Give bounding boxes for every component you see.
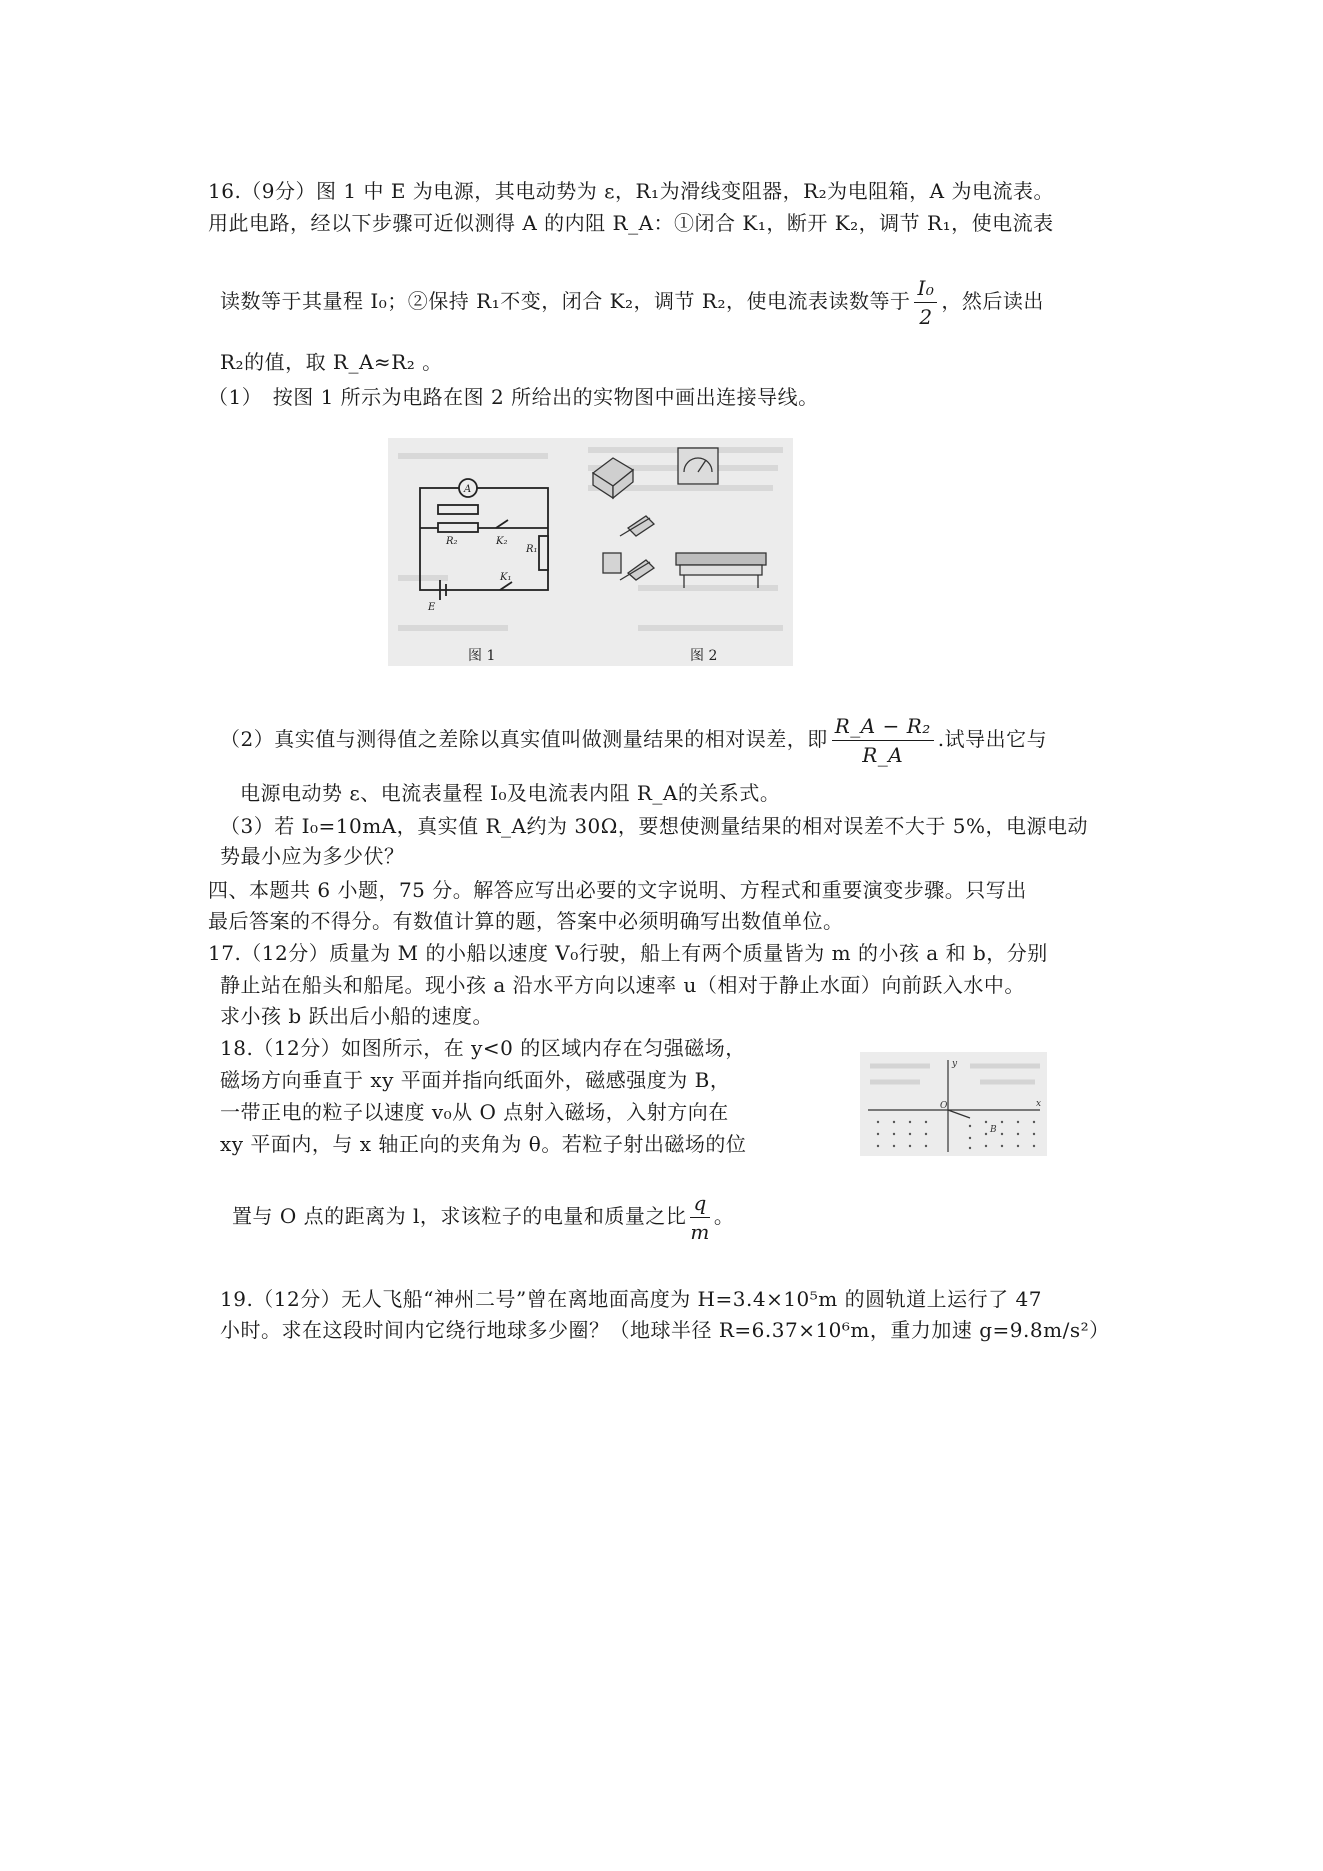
q16-part3-line1: （3）若 I₀=10mA，真实值 R_A约为 30Ω，要想使测量结果的相对误差不大于 5%，电源电动 — [220, 814, 1088, 838]
relative-error-fraction — [832, 712, 934, 769]
q17-line2: 静止站在船头和船尾。现小孩 a 沿水平方向以速率 u（相对于静止水面）向前跃入水中。 — [220, 973, 1025, 997]
q17-line3: 求小孩 b 跃出后小船的速度。 — [220, 1004, 494, 1028]
q18-line4: xy 平面内，与 x 轴正向的夹角为 θ。若粒子射出磁场的位 — [220, 1132, 747, 1156]
charge-mass-ratio-fraction — [690, 1189, 709, 1246]
ammeter-label: A — [464, 484, 472, 495]
q16-line3-text: 读数等于其量程 I₀；②保持 R₁不变，闭合 K₂，调节 R₂，使电流表读数等于 — [220, 289, 911, 313]
magnetic-field-drawing — [860, 1052, 1047, 1156]
section4-line1: 四、本题共 6 小题，75 分。解答应写出必要的文字说明、方程式和重要演变步骤。只写出 — [208, 878, 1027, 902]
fraction-denominator: R_A — [862, 743, 904, 767]
section4-line2: 最后答案的不得分。有数值计算的题，答案中必须明确写出数值单位。 — [208, 909, 844, 933]
r2-label: R₂ — [446, 536, 458, 547]
q16-line4: R₂的值，取 R_A≈R₂ 。 — [220, 350, 443, 374]
q16-part2-line2: 电源电动势 ε、电流表量程 I₀及电流表内阻 R_A的关系式。 — [240, 781, 781, 805]
part2-tail: .试导出它与 — [937, 727, 1048, 751]
magnetic-field-figure — [860, 1052, 1047, 1156]
circuit-figures-drawing — [388, 438, 793, 666]
q16-line3-tail: ，然后读出 — [941, 289, 1044, 313]
q18-line5-tail: 。 — [713, 1204, 735, 1228]
q18-line5 — [232, 1189, 734, 1246]
q16-line1: 16.（9分）图 1 中 E 为电源，其电动势为 ε，R₁为滑线变阻器，R₂为电阻箱，A 为电流表。 — [208, 179, 1054, 203]
part2-text: （2）真实值与测得值之差除以真实值叫做测量结果的相对误差，即 — [220, 727, 828, 751]
q16-part2-line1 — [220, 712, 1047, 769]
circuit-figures — [388, 438, 793, 666]
field-label: B — [990, 1125, 997, 1135]
i0-half-fraction — [914, 274, 937, 331]
r1-label: R₁ — [526, 544, 538, 555]
fraction-numerator: q — [690, 1189, 709, 1218]
q18-line3: 一带正电的粒子以速度 v₀从 O 点射入磁场，入射方向在 — [220, 1100, 729, 1124]
figure2-caption: 图 2 — [690, 648, 718, 664]
fraction-denominator: 2 — [919, 305, 933, 329]
q18-line2: 磁场方向垂直于 xy 平面并指向纸面外，磁感强度为 B， — [220, 1068, 731, 1092]
figure1-caption: 图 1 — [468, 648, 496, 664]
battery-label: E — [428, 602, 436, 613]
fraction-numerator: R_A − R₂ — [832, 712, 934, 741]
x-axis-label: x — [1036, 1099, 1042, 1109]
origin-label: O — [940, 1101, 948, 1111]
q19-line2: 小时。求在这段时间内它绕行地球多少圈？（地球半径 R=6.37×10⁶m，重力加速 g=9.8m/s²） — [220, 1318, 1110, 1342]
q17-line1: 17.（12分）质量为 M 的小船以速度 V₀行驶，船上有两个质量皆为 m 的小孩 a 和 b，分别 — [208, 941, 1048, 965]
fraction-numerator: I₀ — [914, 274, 937, 303]
q18-line1: 18.（12分）如图所示，在 y<0 的区域内存在匀强磁场， — [220, 1036, 746, 1060]
q16-part1: （1） 按图 1 所示为电路在图 2 所给出的实物图中画出连接导线。 — [208, 385, 819, 409]
q16-line2: 用此电路，经以下步骤可近似测得 A 的内阻 R_A：①闭合 K₁，断开 K₂，调节 R₁，使电流表 — [208, 211, 1054, 235]
k2-label: K₂ — [496, 536, 508, 547]
q19-line1: 19.（12分）无人飞船“神州二号”曾在离地面高度为 H=3.4×10⁵m 的圆轨道上运行了 47 — [220, 1287, 1042, 1311]
q16-line3 — [220, 274, 1044, 331]
y-axis-label: y — [952, 1059, 958, 1069]
q16-part3-line2: 势最小应为多少伏？ — [220, 844, 405, 868]
q18-line5-text: 置与 O 点的距离为 l，求该粒子的电量和质量之比 — [232, 1204, 687, 1228]
k1-label: K₁ — [500, 572, 512, 583]
fraction-denominator: m — [690, 1220, 710, 1244]
